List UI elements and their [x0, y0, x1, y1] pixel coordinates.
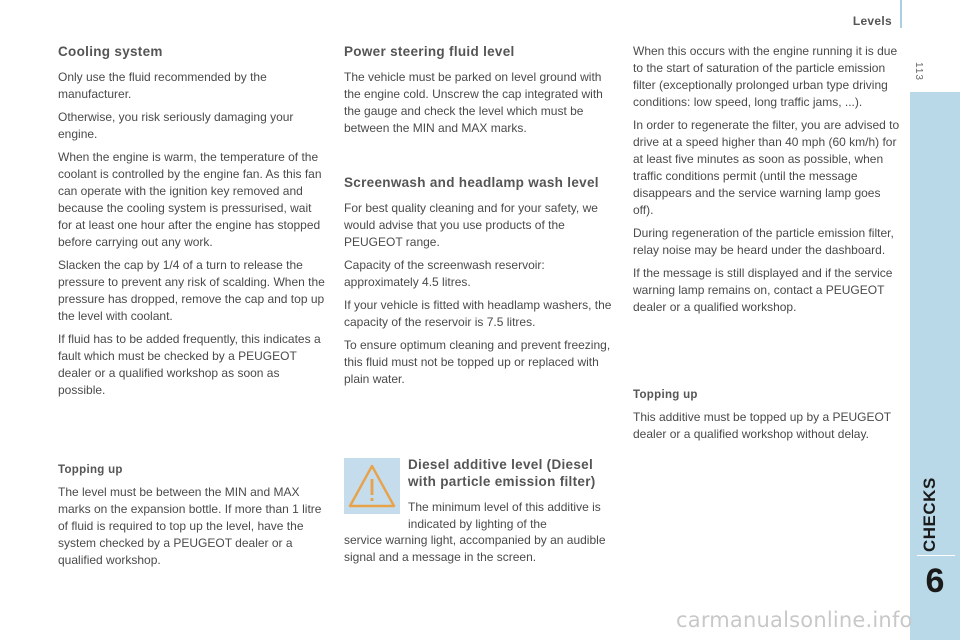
- cooling-topping-section: [58, 464, 328, 575]
- additive-topping-section: [633, 389, 903, 449]
- diesel-title: Diesel additive level (Diesel with particle emission filter): [408, 457, 596, 489]
- page-number: 113: [913, 62, 924, 81]
- watermark: carmanualsonline.info: [676, 608, 913, 632]
- screenwash-paragraph: If your vehicle is fitted with headlamp washers, the capacity of the reservoir is 7.5 litres.: [344, 298, 612, 329]
- chapter-number: 6: [925, 562, 945, 600]
- cooling-topping-title: Topping up: [58, 464, 123, 476]
- cooling-paragraph: Only use the fluid recommended by the manufacturer.: [58, 70, 267, 101]
- cooling-title: Cooling system: [58, 44, 163, 59]
- particle-filter-paragraph: During regeneration of the particle emission filter, relay noise may be heard under the dashboard.: [633, 226, 894, 257]
- power-steering-section: [344, 43, 614, 143]
- additive-topping-text: This additive must be topped up by a PEUGEOT dealer or a qualified workshop without delay.: [633, 410, 891, 441]
- section-title: Levels: [852, 14, 892, 28]
- screenwash-title: Screenwash and headlamp wash level: [344, 175, 599, 190]
- cooling-paragraph: When the engine is warm, the temperature of the coolant is controlled by the engine fan. As this fan can operate with the ignition key removed and because the cooling system is pressurised, wait for at least one hour after the engine has stopped before carrying out any work.: [58, 150, 322, 249]
- screenwash-paragraph: To ensure optimum cleaning and prevent freezing, this fluid must not be topped up or replaced with plain water.: [344, 338, 611, 386]
- power-steering-title: Power steering fluid level: [344, 44, 515, 59]
- chapter-title: CHECKS: [920, 477, 939, 552]
- chapter-sidebar: [910, 92, 960, 640]
- cooling-paragraph: Slacken the cap by 1/4 of a turn to release the pressure to prevent any risk of scalding. When the pressure has dropped, remove the cap and top up the level with coolant.: [58, 258, 325, 323]
- diesel-paragraph-start: The minimum level of this additive is indicated by lighting of the: [408, 500, 601, 531]
- diesel-paragraph-end: service warning light, accompanied by an audible signal and a message in the screen.: [344, 533, 606, 564]
- particle-filter-paragraph: When this occurs with the engine running it is due to the start of saturation of the particle emission filter (exceptionally prolonged urban type driving conditions: low speed, long traffic jams, ...).: [633, 44, 898, 109]
- diesel-paragraph-end-wrap: [344, 532, 614, 572]
- warning-icon-box: [344, 458, 400, 514]
- header-divider: [900, 0, 902, 28]
- chapter-divider: [917, 555, 955, 556]
- cooling-paragraph: If fluid has to be added frequently, this indicates a fault which must be checked by a PEUGEOT dealer or a qualified workshop as soon as possible.: [58, 332, 321, 397]
- chapter-title-wrap: [918, 460, 948, 552]
- power-steering-paragraph: The vehicle must be parked on level ground with the engine cold. Unscrew the cap integrated with the gauge and check the level which must be between the MIN and MAX marks.: [344, 70, 603, 135]
- additive-topping-title: Topping up: [633, 389, 698, 401]
- screenwash-paragraph: Capacity of the screenwash reservoir: approximately 4.5 litres.: [344, 258, 545, 289]
- warning-triangle-icon: [344, 458, 400, 514]
- cooling-section: [58, 43, 328, 405]
- cooling-topping-text: The level must be between the MIN and MAX marks on the expansion bottle. If more than 1 litre of fluid is required to top up the level, have the system checked by a PEUGEOT dealer or a qualified workshop.: [58, 485, 322, 567]
- screenwash-section: [344, 174, 614, 394]
- particle-filter-paragraph: In order to regenerate the filter, you are advised to drive at a speed higher than 40 mph (60 km/h) for at least five minutes as soon as possible, when traffic conditions permit (until the message disappears and the service warning lamp goes off).: [633, 118, 900, 217]
- cooling-paragraph: Otherwise, you risk seriously damaging your engine.: [58, 110, 294, 141]
- screenwash-paragraph: For best quality cleaning and for your safety, we would advise that you use products of the PEUGEOT range.: [344, 201, 598, 249]
- diesel-text: [408, 456, 614, 539]
- particle-filter-section: [633, 43, 903, 322]
- particle-filter-paragraph: If the message is still displayed and if the service warning lamp remains on, contact a PEUGEOT dealer or a qualified workshop.: [633, 266, 893, 314]
